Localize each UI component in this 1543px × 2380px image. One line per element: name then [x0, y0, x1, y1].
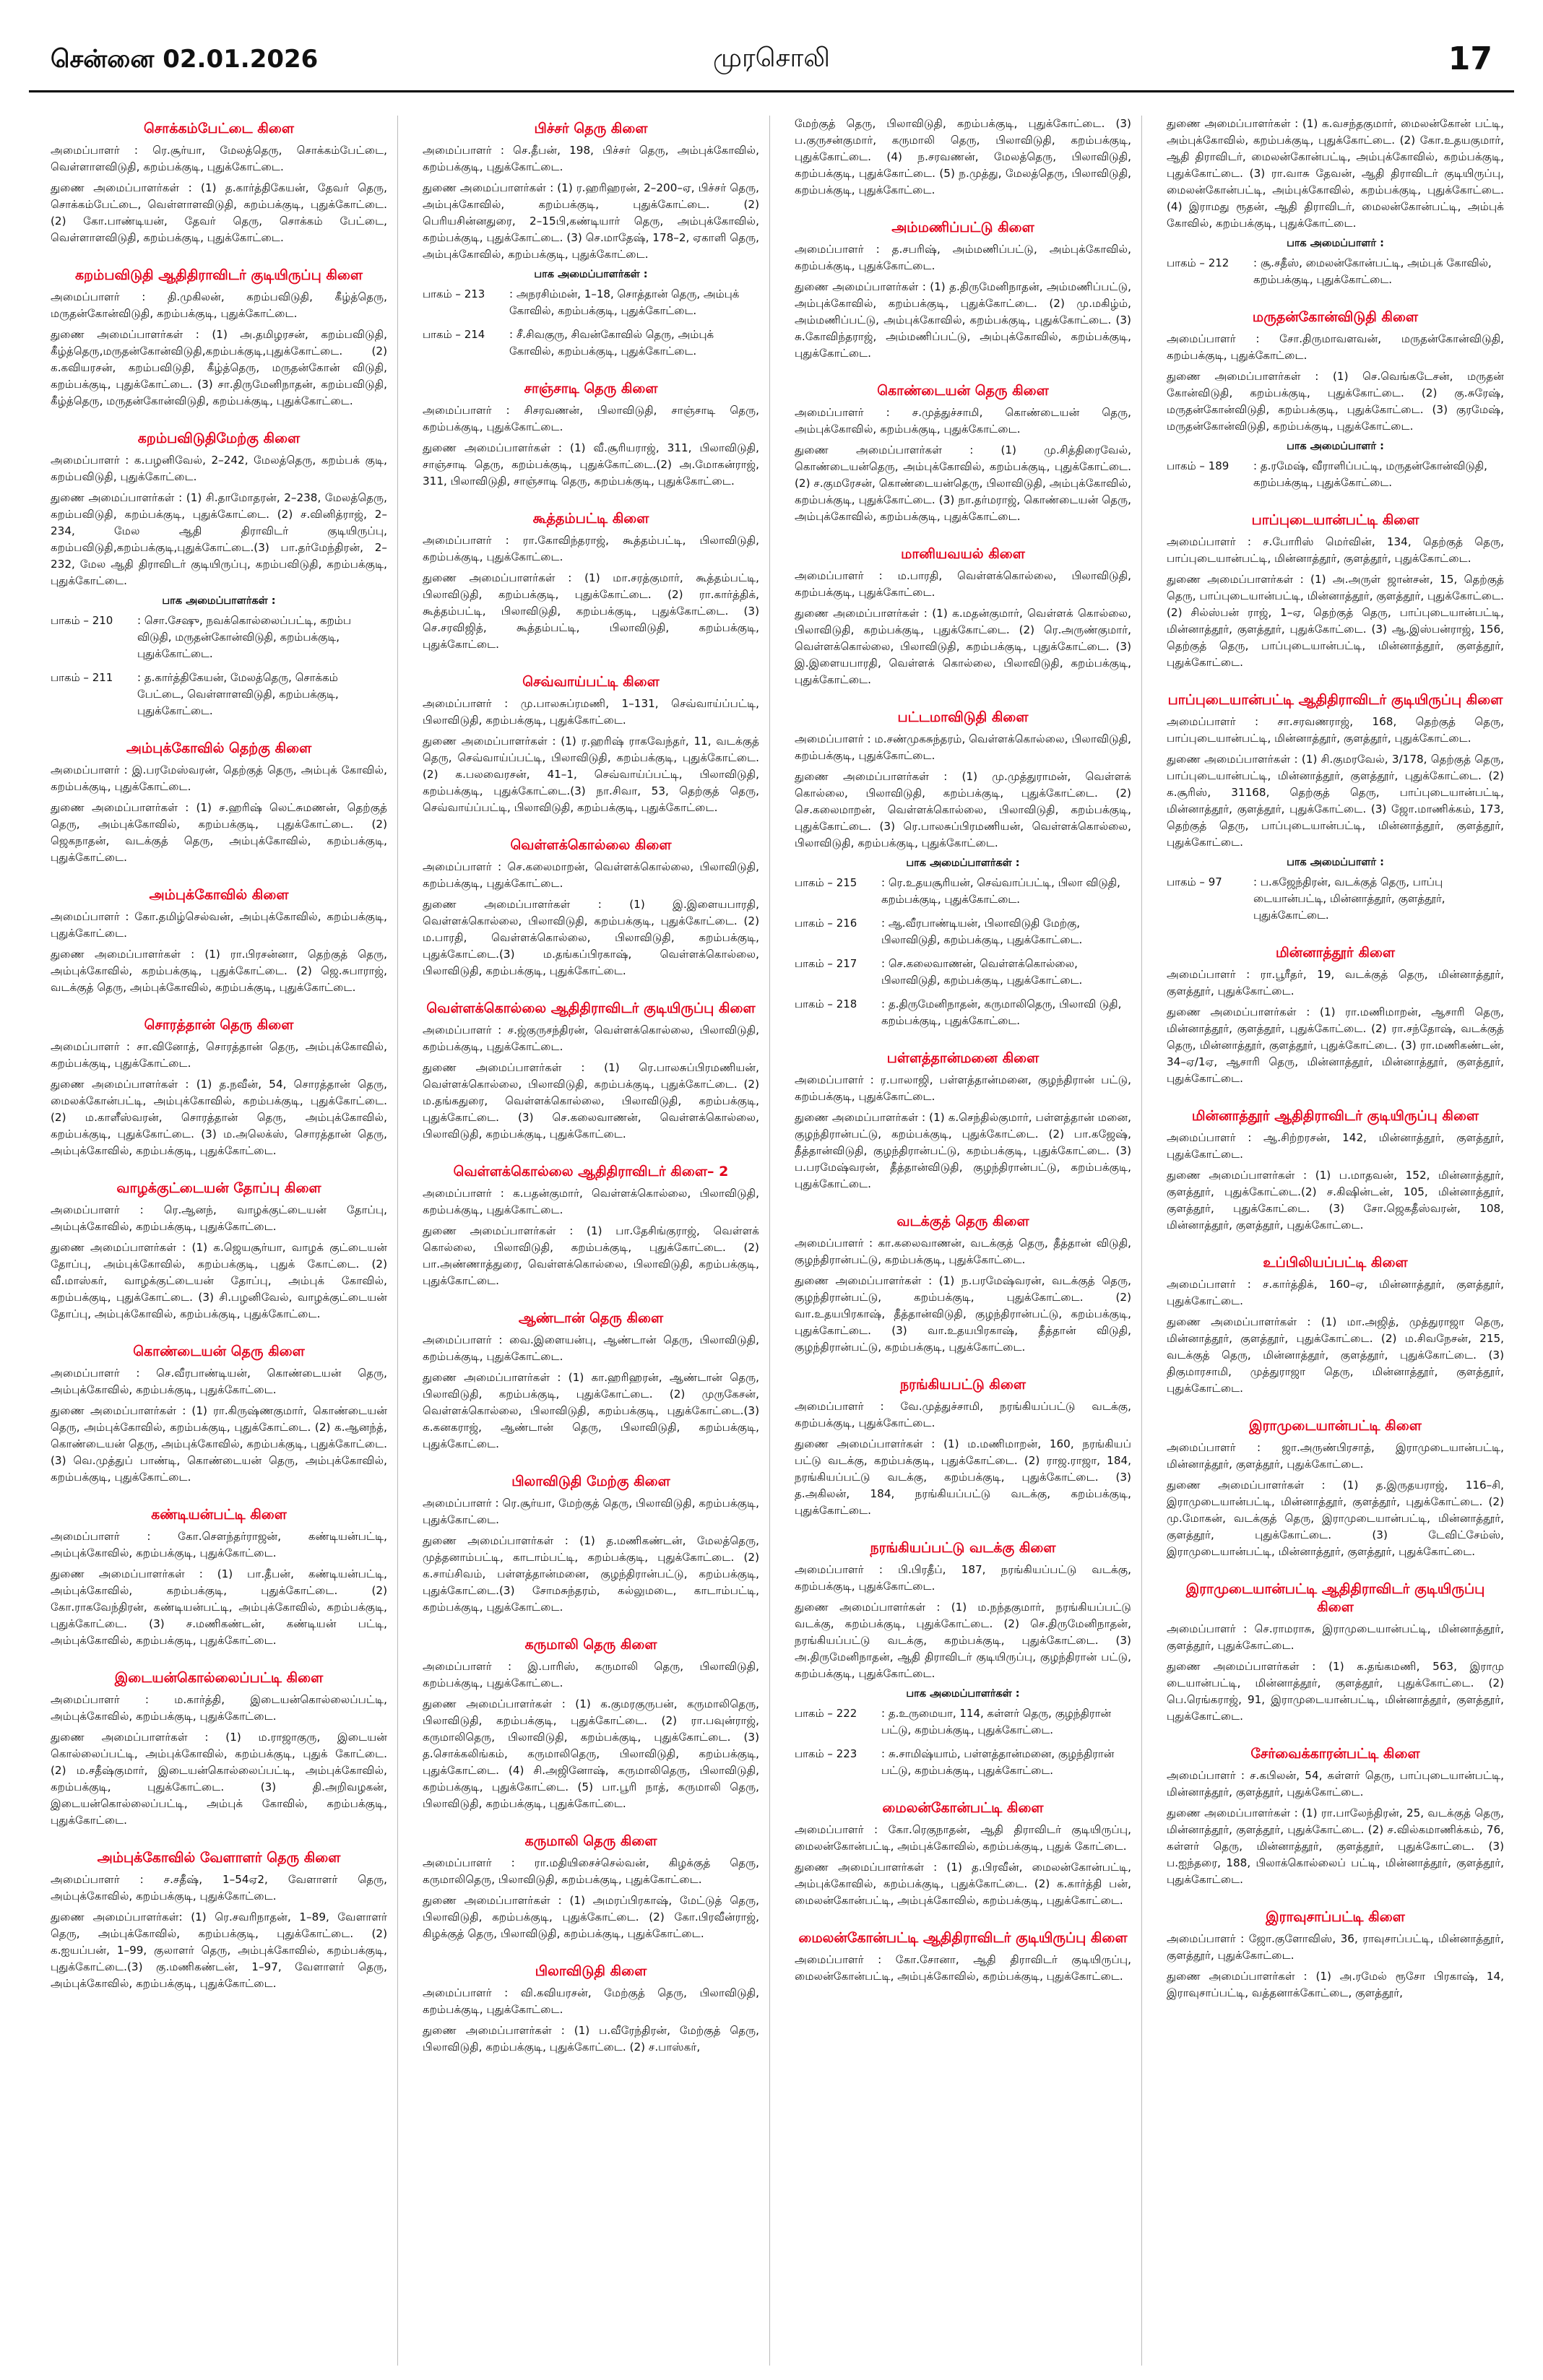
branch-heading: இராமுடையான்பட்டி ஆதிதிராவிடர் குடியிருப்பு கிளை	[1185, 1581, 1485, 1615]
office-bearer-entry: அமைப்பாளர் : ம.பாரதி, வெள்ளக்கொல்லை, பிலாவிடுதி, கறம்பக்குடி, புதுக்கோட்டை.	[795, 569, 1131, 599]
branch-heading: இடையன்கொல்லைப்பட்டி கிளை	[114, 1670, 324, 1686]
office-bearer-entry: அமைப்பாளர் : ர.பாலாஜி, பள்ளத்தான்மனை, குழந்திரான் பட்டு, கறம்பக்குடி, புதுக்கோட்டை.	[795, 1073, 1131, 1103]
branch-heading: மருதன்கோன்விடுதி கிளை	[1252, 309, 1419, 325]
branch-heading: பள்ளத்தான்மனை கிளை	[886, 1050, 1040, 1066]
office-bearer-entry: துணை அமைப்பாளர்கள் : (1) சி.தாமோதரன், 2–238, மேலத்தெரு, கறம்பவிடுதி, கறம்பக்குடி, புதுக்கோட்டை. (2) ச.வினித்ராஜ், 2–234, மேல ஆதி திராவிடர் குடியிருப்பு, கறம்பவிடுதி,கறம்பக்குடி,புதுக்கோட்டை.(3) பா.தர்மேந்திரன், 2–232, மேல ஆதி திராவிடர் குடியிருப்பு, கறம்பவிடுதி, கறம்பக்குடி, புதுக்கோட்டை.	[51, 491, 387, 587]
office-bearer-entry: அமைப்பாளர் : கோ.சோனா, ஆதி திராவிடர் குடியிருப்பு, மைலன்கோன்பட்டி, அம்புக்கோவில், கறம்பக்குடி, புதுக்கோட்டை.	[795, 1953, 1131, 1983]
office-bearer-entry: அமைப்பாளர் : ஜா.அருண்பிரசாத், இராமுடையான்பட்டி, மின்னாத்தூர், குளத்தூர், புதுக்கோட்டை.	[1167, 1441, 1504, 1471]
branch-section	[795, 1213, 1131, 1356]
branch-heading: நரங்கியப்பட்டு வடக்கு கிளை	[870, 1540, 1056, 1556]
branch-heading: பிலாவிடுதி கிளை	[535, 1963, 647, 1979]
office-bearer-entry: அமைப்பாளர் : ச.ஜ்குருசந்திரன், வெள்ளக்கொல்லை, பிலாவிடுதி, கறம்பக்குடி, புதுக்கோட்டை.	[423, 1024, 759, 1053]
office-bearer-entry: துணை அமைப்பாளர்கள் : (1) மா.அஜித், முத்துராஜா தெரு, மின்னாத்தூர், குளத்தூர், புதுக்கோட்டை. (2) ம.சிவநேசன், 215, வடக்குத் தெரு, மின்னாத்தூர், குளத்தூர், புதுக்கோட்டை. (3) திகுமாரசாமி, முத்துராஜா தெரு, மின்னாத்தூர், குளத்தூர், புதுக்கோட்டை.	[1167, 1315, 1504, 1395]
ward-number: பாகம் – 214	[423, 328, 485, 341]
office-bearer-entry: துணை அமைப்பாளர்கள் : (1) மு.சித்திரைவேல், கொண்டையன்தெரு, அம்புக்கோவில், கறம்பக்குடி, புதுக்கோட்டை. (2) ச.குமரேசன், கொண்டையன்தெரு, பிலாவிடுதி, அம்புக்கோவில், கறம்பக்குடி, புதுக்கோட்டை. (3) நா.தர்மராஜ், கொண்டையன் தெரு, அம்புக்கோவில், கறம்பக்குடி, புதுக்கோட்டை.	[795, 443, 1131, 523]
masthead	[29, 0, 1514, 87]
ward-number: பாகம் – 215	[795, 876, 857, 889]
branch-section	[1167, 691, 1504, 924]
ward-number: பாகம் – 216	[795, 917, 857, 930]
branch-section	[51, 120, 387, 246]
branch-heading: பாப்புடையான்பட்டி கிளை	[1251, 512, 1419, 528]
branch-section	[51, 1849, 387, 1992]
branch-section	[423, 1000, 759, 1143]
branch-heading: கறம்பவிடுதிமேற்கு கிளை	[137, 430, 301, 446]
ward-entry	[51, 613, 387, 662]
office-bearer-entry: துணை அமைப்பாளர்கள் : (1) பா.தீபன், கண்டியன்பட்டி, அம்புக்கோவில், கறம்பக்குடி, புதுக்கோட்டை. (2) கோ.ராகவேந்திரன், கண்டியன்பட்டி, அம்புக்கோவில், கறம்பக்குடி, புதுக்கோட்டை. (3) ச.மணிகண்டன், கண்டியன் பட்டி, அம்புக்கோவில், கறம்பக்குடி, புதுக்கோட்டை.	[51, 1567, 387, 1647]
branch-heading: கூத்தம்பட்டி கிளை	[532, 511, 649, 527]
office-bearer-entry: துணை அமைப்பாளர்கள் : (1) அ.தமிழரசன், கறம்பவிடுதி, கீழ்த்தெரு,மருதன்கோன்விடுதி,கறம்பக்குடி,புதுக்கோட்டை. (2) க.கவியரசன், கறம்பவிடுதி, கீழ்த்தெரு, மருதன்கோன் விடுதி, கறம்பக்குடி, புதுக்கோட்டை. (3) சா.திருமேனிநாதன், கறம்பவிடுதி, கீழ்த்தெரு, மருதன்கோன்விடுதி, கறம்பக்குடி, புதுக்கோட்டை.	[51, 328, 387, 407]
branch-heading: உப்பிலியப்பட்டி கிளை	[1263, 1255, 1408, 1271]
office-bearer-entry: துணை அமைப்பாளர்கள் : (1) ர.ஹரிஷ் ராகவேந்தர், 11, வடக்குத் தெரு, செவ்வாய்ப்பட்டி, பிலாவிடுதி, கறம்பக்குடி, புதுக்கோட்டை.(2) க.பலவைரசன், 41–1, செவ்வாய்ப்பட்டி, பிலாவிடுதி, கறம்பக்குடி, புதுக்கோட்டை.(3) நா.சிவா, 53, தெற்குத் தெரு, செவ்வாய்ப்பட்டி, பிலாவிடுதி, கறம்பக்குடி, புதுக்கோட்டை.	[423, 735, 759, 814]
branch-section	[51, 740, 387, 866]
office-bearer-entry: துணை அமைப்பாளர்கள் : (1) த.திருமேனிநாதன், அம்மணிப்பட்டு, அம்புக்கோவில், கறம்பக்குடி, புதுக்கோட்டை. (2) மு.மகிழ்ம், அம்மணிப்பட்டு, அம்புக்கோவில், கறம்பக்குடி, புதுக்கோட்டை. (3) சு.கோவிந்தராஜ், அம்மணிப்பட்டு, அம்புக்கோவில், கறம்பக்குடி, புதுக்கோட்டை.	[795, 280, 1131, 360]
branch-heading: மின்னாத்தூர் கிளை	[1275, 945, 1396, 961]
branch-heading: அம்புக்கோவில் தெற்கு கிளை	[126, 740, 312, 756]
office-bearer-entry: அமைப்பாளர் : வே.முத்துச்சாமி, நரங்கியப்பட்டு வடக்கு, கறம்பக்குடி, புதுக்கோட்டை.	[795, 1400, 1131, 1429]
article-columns	[51, 116, 1514, 2366]
office-bearer-entry: அமைப்பாளர் : ம.சண்முகசுந்தரம், வெள்ளக்கொல்லை, பிலாவிடுதி, கறம்பக்குடி, புதுக்கோட்டை.	[795, 732, 1131, 762]
branch-heading: மைலன்கோன்பட்டி கிளை	[882, 1800, 1044, 1816]
branch-section	[423, 673, 759, 816]
office-bearer-entry: துணை அமைப்பாளர்கள் : (1) செ.வெங்கடேசன், மருதன் கோன்விடுதி, கறம்பக்குடி, புதுக்கோட்டை. (2) கு.சுரேஷ், மருதன்கோன்விடுதி, கறம்பக்குடி, புதுக்கோட்டை. (3) குரமேஷ், மருதன்கோன்விடுதி, கறம்பக்குடி, புதுக்கோட்டை.	[1167, 370, 1504, 433]
branch-heading: வெள்ளக்கொல்லை ஆதிதிராவிடர் கிளை– 2	[453, 1164, 729, 1180]
ward-organiser: : ரெ.உதயசூரியன், செவ்வாப்பட்டி, பிலா விடுதி, கறம்பக்குடி, புதுக்கோட்டை.	[881, 876, 1120, 906]
office-bearer-entry: அமைப்பாளர் : செ.வீரபாண்டியன், கொண்டையன் தெரு, அம்புக்கோவில், கறம்பக்குடி, புதுக்கோட்டை.	[51, 1367, 387, 1396]
column-3	[795, 116, 1142, 2366]
office-bearer-entry: துணை அமைப்பாளர்கள் : (1) கா.ஹரிஹரன், ஆண்டான் தெரு, பிலாவிடுதி, கறம்பக்குடி, புதுக்கோட்டை. (2) முருகேசன், வெள்ளக்கொல்லை, பிலாவிடுதி, கறம்பக்குடி, புதுக்கோட்டை.(3) க.கனகராஜ், ஆண்டான் தெரு, பிலாவிடுதி, கறம்பக்குடி, புதுக்கோட்டை.	[423, 1371, 759, 1450]
branch-heading: இராவுசாப்பட்டி கிளை	[1266, 1909, 1405, 1925]
branch-heading: வாழக்குட்டையன் தோப்பு கிளை	[116, 1180, 321, 1196]
office-bearer-entry: அமைப்பாளர் : செ.தீபன், 198, பிச்சர் தெரு, அம்புக்கோவில், கறம்பக்குடி, புதுக்கோட்டை.	[423, 144, 759, 173]
office-bearer-entry: அமைப்பாளர் : கா.கலைவாணன், வடக்குத் தெரு, தீத்தான் விடுதி, குழந்திரான்பட்டு, கறம்பக்குடி, புதுக்கோட்டை.	[795, 1237, 1131, 1266]
office-bearer-entry: அமைப்பாளர் : சிசரவணன், பிலாவிடுதி, சாஞ்சாடி தெரு, கறம்பக்குடி, புதுக்கோட்டை.	[423, 404, 759, 433]
office-bearer-entry: அமைப்பாளர் : ச.கார்த்திக், 160–ஏ, மின்னாத்தூர், குளத்தூர், புதுக்கோட்டை.	[1167, 1278, 1504, 1307]
branch-heading: சொக்கம்பேட்டை கிளை	[144, 121, 294, 137]
branch-heading: இராமுடையான்பட்டி கிளை	[1249, 1418, 1422, 1434]
ward-entry	[423, 286, 759, 319]
office-bearer-entry: துணை அமைப்பாளர்கள் : (1) க.மதன்குமார், வெள்ளக் கொல்லை, பிலாவிடுதி, கறம்பக்குடி, புதுக்கோட்டை. (2) ரெ.அருண்குமார், வெள்ளக்கொல்லை, பிலாவிடுதி, கறம்பக்குடி, புதுக்கோட்டை. (3) இ.இளையபாரதி, வெள்ளக் கொல்லை, பிலாவிடுதி, கறம்பக்குடி, புதுக்கோட்டை.	[795, 607, 1131, 686]
branch-section	[423, 510, 759, 653]
branch-section	[1167, 1254, 1504, 1397]
ward-number: பாகம் – 217	[795, 957, 857, 970]
office-bearer-entry: அமைப்பாளர் : இ.பாரிஸ், கருமாலி தெரு, பிலாவிடுதி, கறம்பக்குடி, புதுக்கோட்டை.	[423, 1660, 759, 1689]
office-bearer-entry: துணை அமைப்பாளர்கள் : (1) க.வசந்தகுமார், மைலன்கோன் பட்டி, அம்புக்கோவில், கறம்பக்குடி, புதுக்கோட்டை. (2) கோ.உதயகுமார், ஆதி திராவிடர், மைலன்கோன்பட்டி, அம்புக்கோவில், கறம்பக்குடி, புதுக்கோட்டை. (3) ரா.வாசு தேவன், ஆதி திராவிடர் குடியிருப்பு, மைலன்கோன்பட்டி, அம்புக்கோவில், கறம்பக்குடி, புதுக்கோட்டை. (4) இராமது ரூதன், ஆதி திராவிடர், மைலன்கோன்பட்டி, அம்புக் கோவில், கறம்பக்குடி, புதுக்கோட்டை.	[1167, 117, 1504, 230]
branch-section	[795, 1050, 1131, 1193]
branch-section	[423, 1963, 759, 2056]
masthead-rule	[29, 90, 1514, 92]
office-bearer-entry: அமைப்பாளர் : கோ.தமிழ்செல்வன், அம்புக்கோவில், கறம்பக்குடி, புதுக்கோட்டை.	[51, 910, 387, 940]
ward-number: பாகம் – 189	[1167, 459, 1229, 472]
branch-section	[423, 1310, 759, 1453]
ward-organiser: : செ.கலைவாணன், வெள்ளக்கொல்லை, பிலாவிடுதி, கறம்பக்குடி, புதுக்கோட்டை.	[881, 957, 1083, 987]
branch-heading: பாப்புடையான்பட்டி ஆதிதிராவிடர் குடியிருப்பு கிளை	[1167, 692, 1503, 708]
page-number: 17	[1448, 40, 1492, 77]
ward-entry	[795, 915, 1131, 948]
ward-number: பாகம் – 211	[51, 671, 113, 684]
office-bearer-entry: துணை அமைப்பாளர்கள் : (1) ப.மாதவன், 152, மின்னாத்தூர், குளத்தூர், புதுக்கோட்டை.(2) ச.கிஷின்டன், 105, மின்னாத்தூர், குளத்தூர், புதுக்கோட்டை. (3) சோ.ஜெகதீஸ்வரன், 108, மின்னாத்தூர், குளத்தூர், புதுக்கோட்டை.	[1167, 1169, 1504, 1232]
branch-heading: மின்னாத்தூர் ஆதிதிராவிடர் குடியிருப்பு கிளை	[1191, 1108, 1479, 1124]
office-bearer-entry: அமைப்பாளர் : தி.முகிலன், கறம்பவிடுதி, கீழ்த்தெரு, மருதன்கோன்விடுதி, கறம்பக்குடி, புதுக்கோட்டை.	[51, 290, 387, 320]
ward-entry	[51, 670, 387, 719]
office-bearer-entry: அமைப்பாளர் : மு.பாலசுப்ரமணி, 1–131, செவ்வாய்ப்பட்டி, பிலாவிடுதி, கறம்பக்குடி, புதுக்கோட்டை.	[423, 697, 759, 727]
office-bearer-entry: அமைப்பாளர் : ச.போரிஸ் மெர்வின், 134, தெற்குத் தெரு, பாப்புடையான்பட்டி, மின்னாத்தூர், குளத்தூர், புதுக்கோட்டை.	[1167, 535, 1504, 565]
branch-heading: அம்புக்கோவில் வேளாளர் தெரு கிளை	[97, 1850, 341, 1866]
branch-section	[795, 545, 1131, 688]
office-bearer-entry: அமைப்பாளர் : சோ.திருமாவளவன், மருதன்கோன்விடுதி, கறம்பக்குடி, புதுக்கோட்டை.	[1167, 332, 1504, 362]
branch-heading: வெள்ளக்கொல்லை ஆதிதிராவிடர் குடியிருப்பு கிளை	[426, 1000, 756, 1016]
office-bearer-entry: அமைப்பாளர் : இ.பரமேஸ்வரன், தெற்குத் தெரு, அம்புக் கோவில், கறம்பக்குடி, புதுக்கோட்டை.	[51, 763, 387, 793]
column-4	[1167, 116, 1514, 2366]
branch-heading: பிலாவிடுதி மேற்கு கிளை	[511, 1474, 670, 1489]
office-bearer-entry: அமைப்பாளர் : க.பதன்குமார், வெள்ளக்கொல்லை, பிலாவிடுதி, கறம்பக்குடி, புதுக்கோட்டை.	[423, 1187, 759, 1216]
branch-section	[423, 120, 759, 360]
branch-section	[51, 1506, 387, 1649]
office-bearer-entry: அமைப்பாளர் : ஜோ.குளோவிஸ், 36, ராவுசாப்பட்டி, மின்னாத்தூர், குளத்தூர், புதுக்கோட்டை.	[1167, 1932, 1504, 1962]
ward-number: பாகம் – 218	[795, 998, 857, 1011]
office-bearer-entry: அமைப்பாளர் : ரா.பூரீதர், 19, வடக்குத் தெரு, மின்னாத்தூர், குளத்தூர், புதுக்கோட்டை.	[1167, 968, 1504, 998]
branch-heading: வடக்குத் தெரு கிளை	[896, 1213, 1029, 1229]
office-bearer-entry: அமைப்பாளர் : ரெ.சூர்யா, மேற்குத் தெரு, பிலாவிடுதி, கறம்பக்குடி, புதுக்கோட்டை.	[423, 1497, 759, 1526]
column-1	[51, 116, 398, 2366]
branch-section	[423, 1636, 759, 1812]
office-bearer-entry: துணை அமைப்பாளர்கள் : (1) த.கார்த்திகேயன், தேவர் தெரு, சொக்கம்பேட்டை, வெள்ளாளவிடுதி, கறம்பக்குடி, புதுக்கோட்டை.(2) கோ.பாண்டியன், தேவர் தெரு, சொக்கம் பேட்டை, வெள்ளாளவிடுதி, கறம்பக்குடி, புதுக்கோட்டை.	[51, 181, 387, 244]
ward-organisers-subheading: பாக அமைப்பாளர் :	[1287, 857, 1384, 868]
office-bearer-entry: அமைப்பாளர் : ரா.மதியிசைச்செல்வன், கிழக்குத் தெரு, கருமாலிதெரு, பிலாவிடுதி, கறம்பக்குடி, புதுக்கோட்டை.	[423, 1856, 759, 1886]
ward-organiser: : த.கார்த்திகேயன், மேலத்தெரு, சொக்கம் பேட்டை, வெள்ளாளவிடுதி, கறம்பக்குடி, புதுக்கோட்டை.	[137, 671, 339, 717]
branch-section	[1167, 511, 1504, 671]
branch-heading: அம்புக்கோவில் கிளை	[149, 887, 289, 903]
office-bearer-entry: துணை அமைப்பாளர்கள் : (1) அ.அருள் ஜான்சன், 15, தெற்குத் தெரு, பாப்புடையான்பட்டி, மின்னாத்தூர், குளத்தூர், புதுக்கோட்டை. (2) சில்ஸ்பன் ராஜ், 1–ஏ, தெற்குத் தெரு, பாப்புடையான்பட்டி, மின்னாத்தூர், குளத்தூர், புதுக்கோட்டை. (3) ஆ.இஸ்பன்ராஜ், 156, தெற்குத் தெரு, பாப்புடையான்பட்டி, மின்னாத்தூர், குளத்தூர், புதுக்கோட்டை.	[1167, 573, 1504, 669]
branch-heading: கறம்பவிடுதி ஆதிதிராவிடர் குடியிருப்பு கிளை	[74, 267, 363, 283]
office-bearer-entry: அமைப்பாளர் : ச.சதீஷ், 1–54ஏ2, வேளாளர் தெரு, அம்புக்கோவில், கறம்பக்குடி, புதுக்கோட்டை.	[51, 1873, 387, 1903]
ward-number: பாகம் – 212	[1167, 256, 1229, 269]
office-bearer-entry: துணை அமைப்பாளர்கள் : (1) த.பிரவீன், மைலன்கோன்பட்டி, அம்புக்கோவில், கறம்பக்குடி, புதுக்கோட்டை. (2) க.கார்த்தி பன், மைலன்கோன்பட்டி, அம்புக்கோவில், கறம்பக்குடி, புதுக்கோட்டை.	[795, 1861, 1131, 1907]
branch-heading: பிச்சர் தெரு கிளை	[534, 121, 648, 137]
ward-organiser: : ஆ.வீரபாண்டியன், பிலாவிடுதி மேற்கு, பிலாவிடுதி, கறம்பக்குடி, புதுக்கோட்டை.	[881, 917, 1083, 946]
branch-heading: அம்மணிப்பட்டு கிளை	[891, 220, 1034, 235]
branch-section	[423, 1163, 759, 1289]
branch-section	[51, 886, 387, 996]
office-bearer-entry: அமைப்பாளர் : த.சபரிஷ், அம்மணிப்பட்டு, அம்புக்கோவில், கறம்பக்குடி, புதுக்கோட்டை.	[795, 243, 1131, 272]
branch-section	[51, 1343, 387, 1486]
branch-section	[795, 1376, 1131, 1519]
office-bearer-entry: துணை அமைப்பாளர்கள் : (1) த.மணிகண்டன், மேலத்தெரு, முத்தனாம்பட்டி, காடாம்பட்டி, கறம்பக்குடி, புதுக்கோட்டை. (2) க.சாய்சிவம், பள்ளத்தான்மனை, குழந்திரான்பட்டு, கறம்பக்குடி, புதுக்கோட்டை.(3) சோமசுந்தரம், கல்லுமடை, காடாம்பட்டி, கறம்பக்குடி, புதுக்கோட்டை.	[423, 1534, 759, 1614]
office-bearer-entry: துணை அமைப்பாளர்கள் : (1) ரா.மணிமாறன், ஆசாரி தெரு, மின்னாத்தூர், குளத்தூர், புதுக்கோட்டை. (2) ரா.சந்தோஷ், வடக்குத் தெரு, மின்னாத்தூர், குளத்தூர், புதுக்கோட்டை. (3) ரா.மணிகண்டன், 34–ஏ/1ஏ, ஆசாரி தெரு, மின்னாத்தூர், மின்னாத்தூர், குளத்தூர், புதுக்கோட்டை.	[1167, 1005, 1504, 1085]
office-bearer-entry: துணை அமைப்பாளர்கள் : (1) ர.ஹரிஹரன், 2–200–ஏ, பிச்சர் தெரு, அம்புக்கோவில், கறம்பக்குடி, புதுக்கோட்டை. (2) பெரியசின்னதுரை, 2–15பி,கண்டியார் தெரு, அம்புக்கோவில், கறம்பக்குடி, புதுக்கோட்டை. (3) செ.மாதேஷ், 178–2, ஏகாளி தெரு, அம்புக்கோவில், கறம்பக்குடி, புதுக்கோட்டை.	[423, 181, 759, 261]
ward-organiser: : த.ரமேஷ், வீராளிப்பட்டி, மருதன்கோன்விடுதி, கறம்பக்குடி, புதுக்கோட்டை.	[1253, 459, 1487, 489]
office-bearer-entry: துணை அமைப்பாளர்கள் : (1) ந.பரமேஷ்வரன், வடக்குத் தெரு, குழந்திரான்பட்டு, கறம்பக்குடி, புதுக்கோட்டை. (2) வா.உதயபிரகாஷ், தீத்தான்விடுதி, குழந்திரான்பட்டு, கறம்பக்குடி, புதுக்கோட்டை. (3) வா.உதயபிரகாஷ், தீத்தான் விடுதி, குழந்திரான்பட்டு, கறம்பக்குடி, புதுக்கோட்டை.	[795, 1274, 1131, 1354]
branch-heading: ஆண்டான் தெரு கிளை	[518, 1310, 664, 1326]
office-bearer-entry: அமைப்பாளர் : ஆ.சிற்றரசன், 142, மின்னாத்தூர், குளத்தூர், புதுக்கோட்டை.	[1167, 1131, 1504, 1161]
ward-entry	[795, 996, 1131, 1029]
ward-organisers-subheading: பாக அமைப்பாளர் :	[1287, 441, 1384, 452]
ward-organiser: : சு.சாமிஷ்யாம், பள்ளத்தான்மனை, குழந்திரான் பட்டு, கறம்பக்குடி, புதுக்கோட்டை.	[881, 1747, 1115, 1777]
ward-number: பாகம் – 210	[51, 614, 113, 627]
branch-section	[51, 267, 387, 410]
ward-number: பாகம் – 213	[423, 287, 485, 300]
ward-entry	[1167, 874, 1504, 924]
branch-heading: கொண்டையன் தெரு கிளை	[133, 1343, 305, 1359]
branch-section	[1167, 944, 1504, 1087]
branch-heading: கருமாலி தெரு கிளை	[524, 1833, 657, 1849]
branch-section	[1167, 308, 1504, 491]
issue-date: சென்னை 02.01.2026	[51, 45, 319, 74]
office-bearer-entry: துணை அமைப்பாளர்கள் : (1) த.நவீன், 54, சொரத்தான் தெரு, மைலக்கோன்பட்டி, அம்புக்கோவில், கறம்பக்குடி, புதுக்கோட்டை. (2) ம.காளீஸ்வரன், சொரத்தான் தெரு, அம்புக்கோவில், கறம்பக்குடி, புதுக்கோட்டை. (3) ம.அலெக்ஸ், சொரத்தான் தெரு, அம்புக்கோவில், கறம்பக்குடி, புதுக்கோட்டை.	[51, 1078, 387, 1157]
ward-number: பாகம் – 222	[795, 1707, 857, 1720]
ward-entry	[795, 1746, 1131, 1779]
branch-section	[795, 1929, 1131, 1985]
branch-section	[1167, 1908, 1504, 2002]
office-bearer-entry: அமைப்பாளர் : கோ.சௌந்தர்ராஜன், கண்டியன்பட்டி, அம்புக்கோவில், கறம்பக்குடி, புதுக்கோட்டை.	[51, 1530, 387, 1559]
branch-section	[1167, 1417, 1504, 1560]
office-bearer-entry: மேற்குத் தெரு, பிலாவிடுதி, கறம்பக்குடி, புதுக்கோட்டை. (3) ப.குருசன்குமார், கருமாலி தெரு, பிலாவிடுதி, கறம்பக்குடி, புதுக்கோட்டை. (4) ந.சரவணன், மேலத்தெரு, பிலாவிடுதி, கறம்பக்குடி, புதுக்கோட்டை. (5) ந.முத்து, மேலத்தெரு, பிலாவிடுதி, கறம்பக்குடி, புதுக்கோட்டை.	[795, 117, 1131, 196]
office-bearer-entry: அமைப்பாளர் : ரா.கோவிந்தராஜ், கூத்தம்பட்டி, பிலாவிடுதி, கறம்பக்குடி, புதுக்கோட்டை.	[423, 534, 759, 563]
branch-heading: கொண்டையன் தெரு கிளை	[877, 383, 1049, 399]
office-bearer-entry: துணை அமைப்பாளர்கள் : (1) ரா.பாலேந்திரன், 25, வடக்குத் தெரு, மின்னாத்தூர், குளத்தூர், புதுக்கோட்டை. (2) ச.வில்கமாணிக்கம், 76, கள்ளர் தெரு, மின்னாத்தூர், குளத்தூர், புதுக்கோட்டை. (3) ப.ஐந்தரை, 188, பிலாக்கொல்லைப் பட்டி, மின்னாத்தூர், குளத்தூர், புதுக்கோட்டை.	[1167, 1806, 1504, 1886]
branch-heading: மானியவயல் கிளை	[901, 546, 1025, 562]
branch-heading: நரங்கியபட்டு கிளை	[899, 1377, 1026, 1393]
office-bearer-entry: அமைப்பாளர் : ம.கார்த்தி, இடையன்கொல்லைப்பட்டி, அம்புக்கோவில், கறம்பக்குடி, புதுக்கோட்டை.	[51, 1693, 387, 1723]
ward-organisers-subheading: பாக அமைப்பாளர்கள் :	[906, 857, 1020, 869]
office-bearer-entry: துணை அமைப்பாளர்கள் : (1) இ.இளையபாரதி, வெள்ளக்கொல்லை, பிலாவிடுதி, கறம்பக்குடி, புதுக்கோட்டை. (2) ம.பாரதி, வெள்ளக்கொல்லை, பிலாவிடுதி, கறம்பக்குடி, புதுக்கோட்டை.(3) ம.தங்கப்பிரகாஷ், வெள்ளக்கொல்லை, பிலாவிடுதி, கறம்பக்குடி, புதுக்கோட்டை.	[423, 898, 759, 977]
branch-section	[51, 1180, 387, 1323]
office-bearer-entry: துணை அமைப்பாளர்கள் : (1) ம.நந்தகுமார், நரங்கியப்பட்டு வடக்கு, கறம்பக்குடி, புதுக்கோட்டை. (2) செ.திருமேனிநாதன், நரங்கியப்பட்டு வடக்கு, கறம்பக்குடி, புதுக்கோட்டை. (3) அ.திருமேனிநாதன், ஆதி திராவிடர் குடியிருப்பு, குழந்திரான் பட்டு, கறம்பக்குடி, புதுக்கோட்டை.	[795, 1601, 1131, 1680]
office-bearer-entry: துணை அமைப்பாளர்கள் : (1) க.குமரகுருபன், கருமாலிதெரு, பிலாவிடுதி, கறம்பக்குடி, புதுக்கோட்டை. (2) ரா.பவுன்ராஜ், கருமாலிதெரு, பிலாவிடுதி, கறம்பக்குடி, புதுக்கோட்டை. (3) த.சொக்கலிங்கம், கருமாலிதெரு, பிலாவிடுதி, கறம்பக்குடி, புதுக்கோட்டை. (4) சி.அஜினோஷ், கருமாலிதெரு, பிலாவிடுதி, கறம்பக்குடி, புதுக்கோட்டை. (5) பா.பூரி நாத், கருமாலி தெரு, பிலாவிடுதி, கறம்பக்குடி, புதுக்கோட்டை.	[423, 1697, 759, 1810]
ward-number: பாகம் – 97	[1167, 875, 1222, 888]
column-2	[423, 116, 770, 2366]
office-bearer-entry: அமைப்பாளர் : ச.முத்துச்சாமி, கொண்டையன் தெரு, அம்புக்கோவில், கறம்பக்குடி, புதுக்கோட்டை.	[795, 406, 1131, 436]
office-bearer-entry: துணை அமைப்பாளர்கள் : (1) அ.ரமேல் ரூசோ பிரகாஷ், 14, இராவுசாப்பட்டி, வத்தனாக்கோட்டை, குளத்தூர்,	[1167, 1970, 1504, 1999]
office-bearer-entry: துணை அமைப்பாளர்கள் : (1) மு.முத்துராமன், வெள்ளக் கொல்லை, பிலாவிடுதி, கறம்பக்குடி, புதுக்கோட்டை. (2) செ.கலைமாறன், வெள்ளக்கொல்லை, பிலாவிடுதி, கறம்பக்குடி, புதுக்கோட்டை. (3) ரெ.பாலசுப்பிரமணியன், வெள்ளக்கொல்லை, பிலாவிடுதி, கறம்பக்குடி, புதுக்கோட்டை.	[795, 770, 1131, 849]
branch-heading: பட்டமாவிடுதி கிளை	[897, 709, 1029, 725]
office-bearer-entry: துணை அமைப்பாளர்கள் : (1) ம.மணிமாறன், 160, நரங்கியப் பட்டு வடக்கு, கறம்பக்குடி, புதுக்கோட்டை. (2) ராஜ.ராஜா, 184, நரங்கியப்பட்டு வடக்கு, கறம்பக்குடி, புதுக்கோட்டை. (3) த.அகிலன், 184, நரங்கியப்பட்டு வடக்கு, கறம்பக்குடி, புதுக்கோட்டை.	[795, 1437, 1131, 1517]
branch-section	[795, 1799, 1131, 1909]
ward-organiser: : ப.கஜேந்திரன், வடக்குத் தெரு, பாப்பு டையான்பட்டி, மின்னாத்தூர், குளத்தூர், புதுக்கோட்டை.	[1253, 875, 1445, 922]
office-bearer-entry: துணை அமைப்பாளர்கள் : (1) க.ஜெயசூர்யா, வாழக் குட்டையன் தோப்பு, அம்புக்கோவில், கறம்பக்குடி, புதுக் கோட்டை. (2) வீ.மாஸ்கர், வாழக்குட்டையன் தோப்பு, அம்புக் கோவில், கறம்பக்குடி, புதுக்கோட்டை. (3) சி.பழனிவேல், வாழக்குட்டையன் தோப்பு, அம்புக்கோவில், கறம்பக்குடி, புதுக்கோட்டை.	[51, 1241, 387, 1320]
ward-organiser: : அநரசிம்மன், 1–18, சொத்தான் தெரு, அம்புக் கோவில், கறம்பக்குடி, புதுக்கோட்டை.	[509, 287, 740, 317]
branch-section	[795, 1539, 1131, 1779]
branch-section	[1167, 116, 1504, 288]
ward-number: பாகம் – 223	[795, 1747, 857, 1760]
branch-section	[795, 382, 1131, 525]
ward-organiser: : சீ.சிவகுரு, சிவன்கோவில் தெரு, அம்புக் கோவில், கறம்பக்குடி, புதுக்கோட்டை.	[509, 328, 714, 358]
office-bearer-entry: துணை அமைப்பாளர்கள் : (1) ரா.கிருஷ்ணகுமார், கொண்டையன் தெரு, அம்புக்கோவில், கறம்பக்குடி, புதுக்கோட்டை. (2) க.ஆனந்த், கொண்டையன் தெரு, அம்புக்கோவில், கறம்பக்குடி, புதுக்கோட்டை. (3) வெ.முத்துப் பாண்டி, கொண்டையன் தெரு, அம்புக்கோவில், கறம்பக்குடி, புதுக்கோட்டை.	[51, 1404, 387, 1484]
office-bearer-entry: அமைப்பாளர் : ச.கபிலன், 54, கள்ளர் தெரு, பாப்புடையான்பட்டி, மின்னாத்தூர், குளத்தூர், புதுக்கோட்டை.	[1167, 1769, 1504, 1799]
branch-heading: கருமாலி தெரு கிளை	[524, 1637, 657, 1653]
branch-section	[423, 1473, 759, 1616]
office-bearer-entry: துணை அமைப்பாளர்கள் : (1) ம.ராஜாகுரு, இடையன் கொல்லைப்பட்டி, அம்புக்கோவில், கறம்பக்குடி, புதுக் கோட்டை. (2) ம.சதீஷ்குமார், இடையன்கொல்லைப்பட்டி, அம்புக்கோவில், கறம்பக்குடி, புதுக்கோட்டை. (3) தி.அறிவழகன், இடையன்கொல்லைப்பட்டி, அம்புக் கோவில், கறம்பக்குடி, புதுக்கோட்டை.	[51, 1731, 387, 1827]
office-bearer-entry: அமைப்பாளர் : செ.ராமராசு, இராமுடையான்பட்டி, மின்னாத்தூர், குளத்தூர், புதுக்கோட்டை.	[1167, 1622, 1504, 1652]
branch-heading: வெள்ளக்கொல்லை கிளை	[510, 837, 672, 853]
office-bearer-entry: துணை அமைப்பாளர்கள் : (1) மா.சரத்குமார், கூத்தம்பட்டி, பிலாவிடுதி, கறம்பக்குடி, புதுக்கோட்டை. (2) ரா.கார்த்திக், கூத்தம்பட்டி, பிலாவிடுதி, கறம்பக்குடி, புதுக்கோட்டை. (3) செ.சரவிஜித், கூத்தம்பட்டி, பிலாவிடுதி, கறம்பக்குடி, புதுக்கோட்டை.	[423, 571, 759, 651]
branch-section	[423, 836, 759, 979]
office-bearer-entry: துணை அமைப்பாளர்கள் : (1) பா.தேசிங்குராஜ், வெள்ளக் கொல்லை, பிலாவிடுதி, கறம்பக்குடி, புதுக்கோட்டை. (2) பா.அண்ணாத்துரை, வெள்ளக்கொல்லை, பிலாவிடுதி, கறம்பக்குடி, புதுக்கோட்டை.	[423, 1224, 759, 1287]
ward-organiser: : த.உருமையா, 114, கள்ளர் தெரு, குழந்திரான் பட்டு, கறம்பக்குடி, புதுக்கோட்டை.	[881, 1707, 1112, 1736]
branch-section	[795, 709, 1131, 1029]
ward-organiser: : சூ.சதீஸ், மைலன்கோன்பட்டி, அம்புக் கோவில், கறம்பக்குடி, புதுக்கோட்டை.	[1253, 256, 1492, 286]
office-bearer-entry: துணை அமைப்பாளர்கள் : (1) சி.குமரவேல், 3/178, தெற்குத் தெரு, பாப்புடையான்பட்டி, மின்னாத்தூர், குளத்தூர், புதுக்கோட்டை. (2) க.சூரிஸ், 31168, தெற்குத் தெரு, பாப்புடையான்பட்டி, மின்னாத்தூர், குளத்தூர், புதுக்கோட்டை. (3) ஜோ.மாணிக்கம், 173, தெற்குத் தெரு, பாப்புடையான்பட்டி, மின்னாத்தூர், குளத்தூர், புதுக்கோட்டை.	[1167, 753, 1504, 849]
branch-heading: கண்டியன்பட்டி கிளை	[151, 1507, 287, 1523]
office-bearer-entry: துணை அமைப்பாளர்கள் : (1) ப.வீரேந்திரன், மேற்குத் தெரு, பிலாவிடுதி, கறம்பக்குடி, புதுக்கோட்டை. (2) ச.பாஸ்கர்,	[423, 2024, 759, 2054]
office-bearer-entry: துணை அமைப்பாளர்கள் : (1) க.செந்தில்குமார், பள்ளத்தான் மனை, குழந்திரான்பட்டு, கறம்பக்குடி, புதுக்கோட்டை. (2) பா.கஜேஷ், தீத்தான்விடுதி, குழந்திரான்பட்டு, கறம்பக்குடி, புதுக்கோட்டை. (3) ப.பரமேஷ்வரன், தீத்தான்விடுதி, குழந்திரான்பட்டு, கறம்பக்குடி, புதுக்கோட்டை.	[795, 1111, 1131, 1190]
office-bearer-entry: துணை அமைப்பாளர்கள்: (1) ரெ.சவரிநாதன், 1–89, வேளாளர் தெரு, அம்புக்கோவில், கறம்பக்குடி, புதுக்கோட்டை. (2) க.ஐயப்பன், 1–99, குலாளர் தெரு, அம்புக்கோவில், கறம்பக்குடி, புதுக்கோட்டை.(3) கு.மணிகண்டன், 1–97, வேளாளர் தெரு, அம்புக்கோவில், கறம்பக்குடி, புதுக்கோட்டை.	[51, 1911, 387, 1990]
branch-section	[1167, 1580, 1504, 1725]
ward-entry	[1167, 255, 1504, 288]
ward-entry	[795, 1705, 1131, 1739]
office-bearer-entry: துணை அமைப்பாளர்கள் : (1) த.இருதயராஜ், 116–சி, இராமுடையான்பட்டி, மின்னாத்தூர், குளத்தூர், புதுக்கோட்டை. (2) மு.மோகன், வடக்குத் தெரு, இராமுடையான்பட்டி, மின்னாத்தூர், குளத்தூர், புதுக்கோட்டை. (3) டேவிட்சேம்ஸ், இராமுடையான்பட்டி, மின்னாத்தூர், குளத்தூர், புதுக்கோட்டை.	[1167, 1479, 1504, 1558]
branch-section	[423, 380, 759, 490]
paper-name: முரசொலி	[713, 43, 830, 73]
branch-heading: செவ்வாய்பட்டி கிளை	[522, 674, 660, 690]
office-bearer-entry: அமைப்பாளர் : சா.வினோத், சொரத்தான் தெரு, அம்புக்கோவில், கறம்பக்குடி, புதுக்கோட்டை.	[51, 1040, 387, 1070]
ward-organisers-subheading: பாக அமைப்பாளர்கள் :	[534, 269, 648, 280]
office-bearer-entry: அமைப்பாளர் : பி.பிரதீப், 187, நரங்கியப்பட்டு வடக்கு, கறம்பக்குடி, புதுக்கோட்டை.	[795, 1563, 1131, 1593]
office-bearer-entry: அமைப்பாளர் : ரெ.ஆனந், வாழக்குட்டையன் தோப்பு, அம்புக்கோவில், கறம்பக்குடி, புதுக்கோட்டை.	[51, 1203, 387, 1233]
branch-heading: சொரத்தான் தெரு கிளை	[144, 1017, 294, 1033]
ward-organisers-subheading: பாக அமைப்பாளர்கள் :	[906, 1688, 1020, 1700]
office-bearer-entry: அமைப்பாளர் : சா.சரவணராஜ், 168, தெற்குத் தெரு, பாப்புடையான்பட்டி, மின்னாத்தூர், குளத்தூர், புதுக்கோட்டை.	[1167, 715, 1504, 745]
office-bearer-entry: துணை அமைப்பாளர்கள் : (1) க.தங்கமணி, 563, இராமு டையான்பட்டி, மின்னாத்தூர், குளத்தூர், புதுக்கோட்டை. (2) பெ.ரெங்கராஜ், 91, இராமுடையான்பட்டி, மின்னாத்தூர், குளத்தூர், புதுக்கோட்டை.	[1167, 1660, 1504, 1723]
office-bearer-entry: துணை அமைப்பாளர்கள் : (1) வீ.சூரியராஜ், 311, பிலாவிடுதி, சாஞ்சாடி தெரு, கறம்பக்குடி, புதுக்கோட்டை.(2) அ.மோகன்ராஜ், 311, பிலாவிடுதி, சாஞ்சாடி தெரு, கறம்பக்குடி, புதுக்கோட்டை.	[423, 441, 759, 488]
office-bearer-entry: அமைப்பாளர் : க.பழனிவேல், 2–242, மேலத்தெரு, கறம்பக் குடி, கறம்பவிடுதி, புதுக்கோட்டை.	[51, 454, 387, 483]
office-bearer-entry: அமைப்பாளர் : ரெ.சூர்யா, மேலத்தெரு, சொக்கம்பேட்டை, வெள்ளாளவிடுதி, கறம்பக்குடி, புதுக்கோட்டை.	[51, 144, 387, 173]
branch-section	[795, 116, 1131, 199]
office-bearer-entry: அமைப்பாளர் : வி.கவியரசன், மேற்குத் தெரு, பிலாவிடுதி, கறம்பக்குடி, புதுக்கோட்டை.	[423, 1986, 759, 2016]
ward-organiser: : சொ.சேஷு, நவக்கொல்லைப்பட்டி, கறம்ப விடுதி, மருதன்கோன்விடுதி, கறம்பக்குடி, புதுக்கோட்டை.	[137, 614, 352, 660]
ward-entry	[795, 875, 1131, 908]
branch-section	[1167, 1107, 1504, 1234]
ward-entry	[795, 956, 1131, 989]
office-bearer-entry: துணை அமைப்பாளர்கள் : (1) ச.ஹரிஷ் லெட்சுமணன், தெற்குத் தெரு, அம்புக்கோவில், கறம்பக்குடி, புதுக்கோட்டை. (2) ஜெகநாதன், வடக்குத் தெரு, அம்புக்கோவில், கறம்பக்குடி, புதுக்கோட்டை.	[51, 801, 387, 864]
branch-section	[1167, 1745, 1504, 1888]
branch-heading: சேர்வைக்காரன்பட்டி கிளை	[1250, 1746, 1420, 1762]
ward-organiser: : த.திருமேனிநாதன், கருமாலிதெரு, பிலாவி டுதி, கறம்பக்குடி, புதுக்கோட்டை.	[881, 998, 1122, 1027]
branch-section	[51, 1016, 387, 1159]
office-bearer-entry: துணை அமைப்பாளர்கள் : (1) அமரப்பிரகாஷ், மேட்டுத் தெரு, பிலாவிடுதி, கறம்பக்குடி, புதுக்கோட்டை. (2) கோ.பிரவீன்ராஜ், கிழக்குத் தெரு, பிலாவிடுதி, கறம்பக்குடி, புதுக்கோட்டை.	[423, 1894, 759, 1940]
ward-entry	[423, 326, 759, 360]
branch-section	[795, 219, 1131, 362]
office-bearer-entry: அமைப்பாளர் : கோ.ரெகுநாதன், ஆதி திராவிடர் குடியிருப்பு, மைலன்கோன்பட்டி, அம்புக்கோவில், கறம்பக்குடி, புதுக் கோட்டை.	[795, 1823, 1131, 1853]
branch-section	[51, 1669, 387, 1829]
branch-heading: சாஞ்சாடி தெரு கிளை	[524, 381, 658, 397]
office-bearer-entry: துணை அமைப்பாளர்கள் : (1) ரெ.பாலசுப்பிரமணியன், வெள்ளக்கொல்லை, பிலாவிடுதி, கறம்பக்குடி, புதுக்கோட்டை. (2) ம.தங்கதுரை, வெள்ளக்கொல்லை, பிலாவிடுதி, கறம்பக்குடி, புதுக்கோட்டை. (3) செ.கலைவாணன், வெள்ளக்கொல்லை, பிலாவிடுதி, கறம்பக்குடி, புதுக்கோட்டை.	[423, 1061, 759, 1141]
branch-section	[423, 1832, 759, 1942]
ward-organisers-subheading: பாக அமைப்பாளர் :	[1287, 238, 1384, 249]
office-bearer-entry: அமைப்பாளர் : செ.கலைமாறன், வெள்ளக்கொல்லை, பிலாவிடுதி, கறம்பக்குடி, புதுக்கோட்டை.	[423, 860, 759, 890]
ward-organisers-subheading: பாக அமைப்பாளர்கள் :	[162, 595, 276, 607]
branch-heading: மைலன்கோன்பட்டி ஆதிதிராவிடர் குடியிருப்பு கிளை	[798, 1930, 1128, 1946]
office-bearer-entry: அமைப்பாளர் : வை.இளையன்பு, ஆண்டான் தெரு, பிலாவிடுதி, கறம்பக்குடி, புதுக்கோட்டை.	[423, 1333, 759, 1363]
branch-section	[51, 430, 387, 719]
ward-entry	[1167, 458, 1504, 491]
office-bearer-entry: துணை அமைப்பாளர்கள் : (1) ரா.பிரசன்னா, தெற்குத் தெரு, அம்புக்கோவில், கறம்பக்குடி, புதுக்கோட்டை. (2) ஜெ.சுபாராஜ், வடக்குத் தெரு, அம்புக்கோவில், கறம்பக்குடி, புதுக்கோட்டை.	[51, 948, 387, 994]
